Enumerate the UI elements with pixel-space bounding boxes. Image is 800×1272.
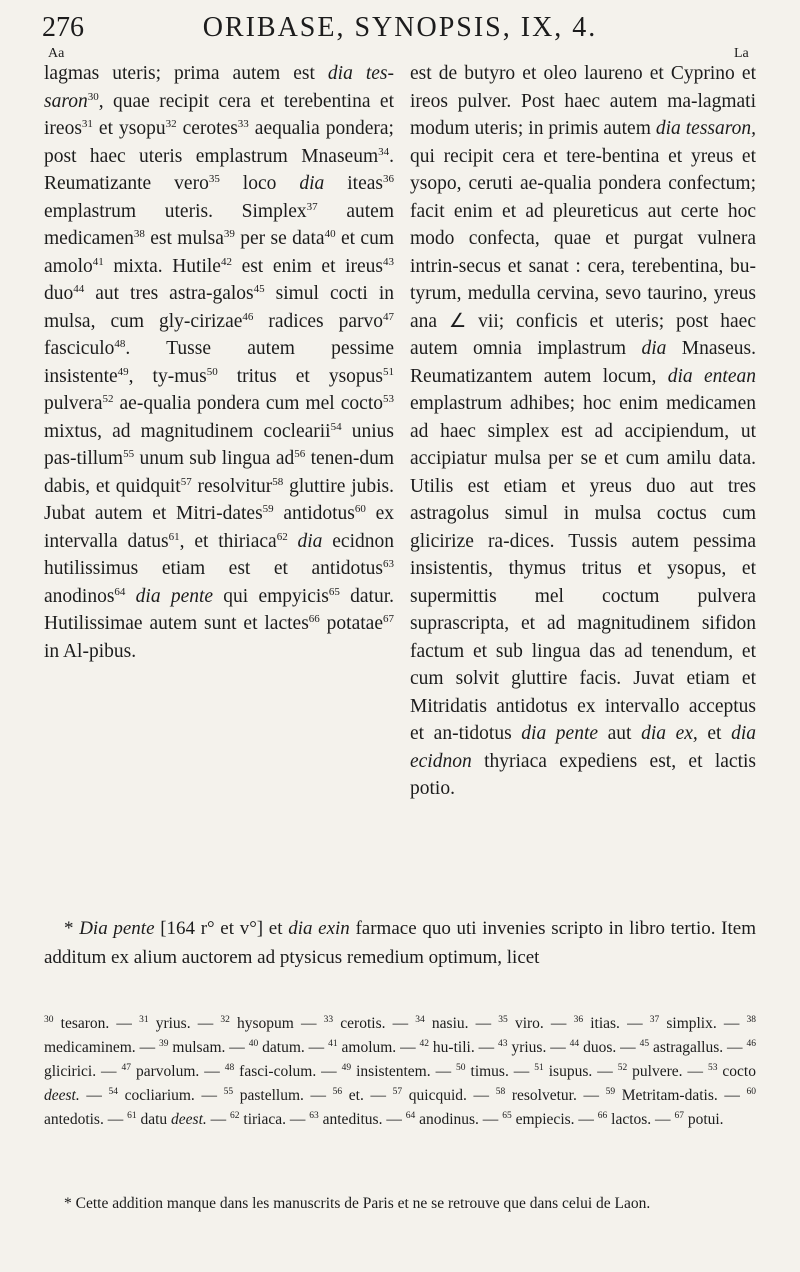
note-ref: 58 <box>272 475 284 488</box>
left-column-paragraph: lagmas uteris; prima autem est dia tes-saron$^{30}$, quae recipit cera et terebentina et ireos$^{31}$ et ysopu$^{32}$ cerotes$^{33}$ aequalia pondera; post haec uteris emplastrum Mnaseum$^{34}$. Reumatizante vero$^{35}$ loco dia iteas$^{36}$ emplastrum uteris. Simplex$^{37}$ autem medicamen$^{38}$ est mulsa$^{39}$ per se data$^{40}$ et cum amolo$^{41}$ mixta. Hutile$^{42}$ est enim et ireus$^{43}$ duo$^{44}$ aut tres astra-galos$^{45}$ simul cocti in mulsa, cum gly-cirizae$^{46}$ radices parvo$^{47}$ fasciculo$^{48}$. Tusse autem pessime insistente$^{49}$, ty-mus$^{50}$ tritus et ysopus$^{51}$ pulvera$^{52}$ ae-qualia pondera cum mel cocto$^{53}$ mixtus, ad magnitudinem coclearii$^{54}$ unius pas-tillum$^{55}$ unum sub lingua $ad^{56}$ tenen-dum dabis, et quidquit$^{57}$ resolvitur$^{58}$ gluttire jubis. Jubat autem et Mitri-dates$^{59}$ antidotus$^{60}$ ex intervalla datus$^{61}$, et thiriaca$^{62}$ dia ecidnon hutilissimus etiam est et antidotus$^{63}$ anodinos$^{64}$ dia pente qui empyicis$^{65}$ datur. Hutilissimae autem sunt et lactes$^{66}$ potatae$^{67}$ in Al-pibus. <box>44 63 395 662</box>
note-ref: 66 <box>308 613 320 625</box>
note-ref: 67 <box>382 613 394 625</box>
note-ref: 65 <box>328 585 340 598</box>
note-ref: 63 <box>383 558 394 570</box>
page-number: 276 <box>42 12 84 43</box>
note-ref: 37 <box>306 200 318 213</box>
note-ref: 49 <box>117 365 129 378</box>
note-ref: 38 <box>133 228 145 240</box>
editor-footnote: * Cette addition manque dans les manuscrits de Paris et ne se retrouve que dans celui de Laon. <box>64 1195 651 1212</box>
manuscript-siglum-left: Aa <box>48 46 65 61</box>
note-ref: 57 <box>180 475 192 488</box>
note-ref: 42 <box>220 255 232 268</box>
manuscript-siglum-right: La <box>734 46 749 61</box>
note-ref: 44 <box>73 283 85 295</box>
note-ref: 59 <box>262 503 274 515</box>
note-ref: 33 <box>237 118 249 130</box>
note-ref: 35 <box>208 173 220 185</box>
note-ref: 40 <box>324 228 336 240</box>
note-ref: 50 <box>206 365 218 378</box>
note-ref: 46 <box>242 310 254 323</box>
note-ref: 36 <box>383 173 394 185</box>
note-ref: 52 <box>102 393 114 405</box>
note-ref: 41 <box>92 255 104 268</box>
note-ref: 62 <box>276 530 288 543</box>
note-ref: 30 <box>87 90 99 103</box>
note-ref: 61 <box>168 530 180 543</box>
note-ref: 48 <box>114 338 126 350</box>
running-title: ORIBASE, SYNOPSIS, IX, 4. <box>202 12 598 43</box>
note-ref: 43 <box>382 255 394 268</box>
note-ref: 56 <box>294 448 306 460</box>
note-ref: 31 <box>81 118 93 130</box>
right-column-paragraph: est de butyro et oleo laureno et Cyprino et ireos pulver. Post haec autem ma-lagmati modum uteris; in primis autem dia tessaron, qui recipit cera et tere-bentina et yreus et ysopo, ceruti ae-qualia pondera confectum; facit enim et ad pleureticus aut certe hoc modo confecta, quae et purgat vulnera intrin-secus et sanat : cera, terebentina, bu-tyrum, medulla cervina, sevo taurino, yreus ana ∠ vii; conficis et uteris; post haec autem omnia implastrum dia Mnaseus. Reumatizantem autem locum, dia entean emplastrum adhibes; hoc enim medicamen ad haec simplex est ad accipiendum, ut accipiatur mulsa per se et cum amilu data. Utilis est etiam et yreus duo aut tres astragolus simul in mulsa coctus cum glicirize ra-dices. Tussis autem pessima insistentis, thymus tritus et ysopus, et supermittis mel coctum pulvera suprascripta, et ad magnitudinem sifidon factum et sub lingua das ad tenendum, et cum solvit gluttire facis. Juvat etiam et Mitridatis antidotus ex intervallo acceptus et an-tidotus dia pente aut dia ex, et dia ecidnon thyriaca expediens est, et lactis potio. <box>410 63 757 799</box>
variant-readings-apparatus: $^{30}$ tesaron. — $^{31}$ yrius. — $^{32}$ hysopum — $^{33}$ cerotis. — $^{34}$ nasiu. — $^{35}$ viro. — $^{36}$ itias. — $^{37}$ simplix. — $^{38}$ medicaminem. — $^{39}$ mulsam. — $^{40}$ datum. — $^{41}$ amolum. — $^{42}$ hu-tili. — $^{43}$ yrius. — $^{44}$ duos. — $^{45}$ astragallus. — $^{46}$ glicirici. — $^{47}$ parvolum. — $^{48}$ fasci-colum. — $^{49}$ insistentem. — $^{50}$ timus. — $^{51}$ isupus. — $^{52}$ pulvere. — $^{53}$ cocto deest. — $^{54}$ cocliarium. — $^{55}$ pastellum. — $^{56}$ et. — $^{57}$ quicquid. — $^{58}$ resolvetur. — $^{59}$ Metritam-datis. — $^{60}$ antedotis. — $^{61}$ datu deest. — $^{62}$ tiriaca. — $^{63}$ anteditus. — $^{64}$ anodinus. — $^{65}$ empiecis. — $^{66}$ lactos. — $^{67}$ potui. <box>44 1015 757 1128</box>
note-ref: 55 <box>123 448 135 460</box>
running-head <box>42 10 758 50</box>
note-ref: 64 <box>114 585 126 598</box>
left-column-text <box>44 60 394 665</box>
note-ref: 34 <box>378 145 390 158</box>
note-ref: 39 <box>223 228 235 240</box>
note-ref: 45 <box>253 283 265 295</box>
note-ref: 32 <box>165 118 177 130</box>
note-ref: 47 <box>383 310 394 323</box>
right-column-text <box>410 60 756 803</box>
note-ref: 51 <box>383 365 394 378</box>
note-ref: 53 <box>383 393 394 405</box>
note-ref: 54 <box>330 420 342 433</box>
note-ref: 60 <box>354 503 366 515</box>
starred-addition: * Dia pente [164 r° et v°] et dia exin farmace quo uti invenies scripto in libro tertio. Item additum ex alium auctorem ad ptysicus remedium optimum, licet <box>44 918 756 968</box>
